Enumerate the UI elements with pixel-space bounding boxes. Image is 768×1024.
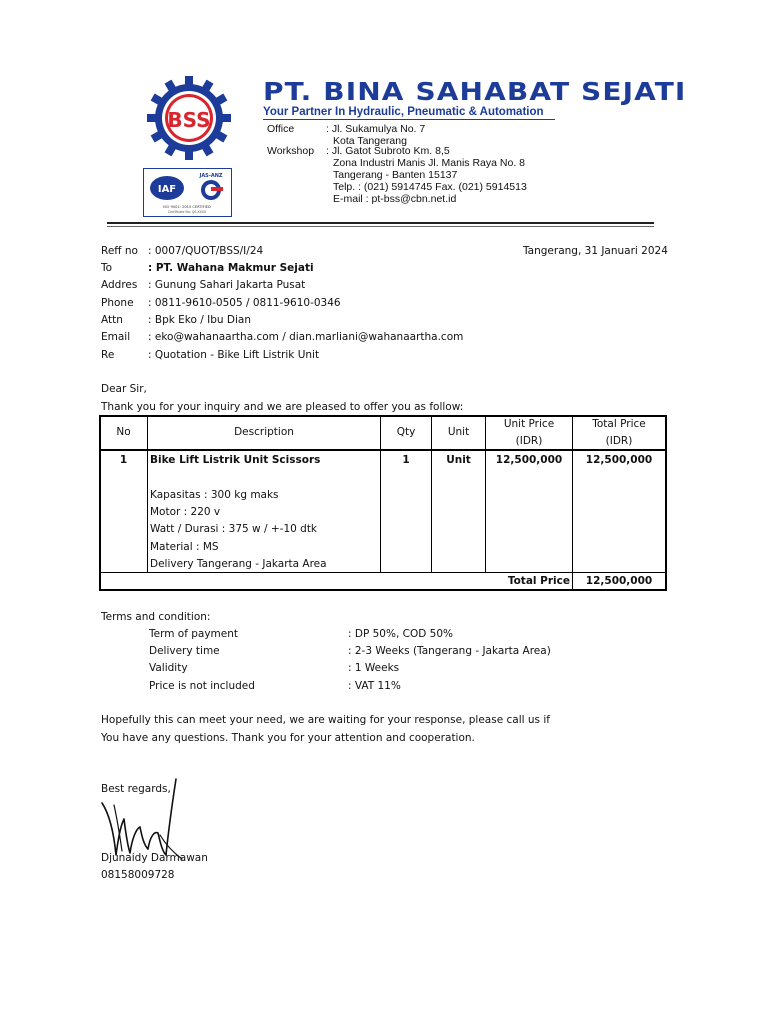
header-unit: Unit [447, 426, 470, 438]
email-label: Email [101, 331, 131, 343]
to-value: : PT. Wahana Makmur Sejati [148, 262, 314, 274]
table-total-rule [99, 572, 667, 573]
ref-label: Reff no [101, 245, 138, 257]
workshop-address-line1: : Jl. Gatot Subroto Km. 8,5 [326, 145, 450, 157]
terms-item-label: Delivery time [149, 645, 220, 657]
header-description: Description [234, 426, 294, 438]
header-total-price: Total Price [592, 418, 646, 430]
signer-name: Djunaidy Darmawan [101, 852, 208, 864]
header-divider [107, 222, 654, 224]
re-value: : Quotation - Bike Lift Listrik Unit [148, 349, 320, 361]
email-value: : eko@wahanaartha.com / dian.marliani@wahanaartha.com [148, 331, 464, 343]
greeting: Dear Sir, [101, 383, 147, 395]
terms-item-value: : 2-3 Weeks (Tangerang - Jakarta Area) [348, 645, 551, 657]
row-unit: Unit [446, 454, 471, 466]
header-no: No [116, 426, 131, 438]
company-tagline: Your Partner In Hydraulic, Pneumatic & Automation [263, 106, 544, 118]
terms-item-value: : DP 50%, COD 50% [348, 628, 453, 640]
workshop-label: Workshop [267, 145, 315, 157]
regards: Best regards, [101, 783, 171, 795]
ref-value: : 0007/QUOT/BSS/I/24 [148, 245, 264, 257]
certification-badge [143, 168, 232, 217]
attn-value: : Bpk Eko / Ibu Dian [148, 314, 251, 326]
terms-item-value: : 1 Weeks [348, 662, 400, 674]
office-label: Office [267, 123, 295, 135]
logo-text: BSS [167, 108, 211, 132]
total-label: Total Price [507, 575, 570, 587]
terms-item-value: : VAT 11% [348, 680, 401, 692]
row-qty: 1 [402, 454, 410, 466]
address-label: Addres [101, 279, 138, 291]
header-qty: Qty [396, 426, 416, 438]
phone-value: : 0811-9610-0505 / 0811-9610-0346 [148, 297, 341, 309]
office-address-line2: Kota Tangerang [333, 135, 407, 147]
row-unit-price: 12,500,000 [495, 454, 563, 466]
signer-phone: 08158009728 [101, 869, 175, 881]
tagline-underline [263, 119, 555, 120]
intro-line: Thank you for your inquiry and we are pleased to offer you as follow: [101, 401, 464, 413]
address-value: : Gunung Sahari Jakarta Pusat [148, 279, 306, 291]
cert-iaf-text: IAF [157, 184, 177, 195]
table-border-right [665, 415, 667, 591]
row-total-price: 12,500,000 [585, 454, 653, 466]
phone-label: Phone [101, 297, 134, 309]
company-email: E-mail : pt-bss@cbn.net.id [333, 193, 457, 205]
terms-item-label: Validity [149, 662, 188, 674]
row-spec: Kapasitas : 300 kg maks [150, 489, 279, 501]
company-name: PT. BINA SAHABAT SEJATI [263, 77, 687, 106]
company-logo [147, 76, 231, 160]
terms-heading: Terms and condition: [101, 611, 211, 623]
header-divider-thin [107, 226, 654, 227]
table-border-top [99, 415, 667, 417]
cert-line1: ISO 9001: 2015 CERTIFIED [163, 205, 211, 209]
table-border-bottom [99, 589, 667, 591]
office-address-line1: : Jl. Sukamulya No. 7 [326, 123, 426, 135]
closing-line1: Hopefully this can meet your need, we are waiting for your response, please call us if [101, 714, 550, 726]
table-header-rule [99, 449, 667, 451]
row-title: Bike Lift Listrik Unit Scissors [150, 454, 321, 466]
company-phone-fax: Telp. : (021) 5914745 Fax. (021) 5914513 [333, 181, 527, 193]
header-unit-price-currency: (IDR) [515, 435, 543, 447]
place-date: Tangerang, 31 Januari 2024 [523, 245, 668, 257]
re-label: Re [101, 349, 115, 361]
row-spec: Delivery Tangerang - Jakarta Area [150, 558, 327, 570]
row-no: 1 [119, 454, 128, 466]
table-border-left [99, 415, 101, 591]
workshop-address-line3: Tangerang - Banten 15137 [333, 169, 458, 181]
closing-line2: You have any questions. Thank you for your attention and cooperation. [101, 732, 475, 744]
row-spec: Watt / Durasi : 375 w / +-10 dtk [150, 523, 318, 535]
workshop-address-line2: Zona Industri Manis Jl. Manis Raya No. 8 [333, 157, 525, 169]
cert-line2: Certificate No: QS-XXXX [167, 210, 207, 214]
attn-label: Attn [101, 314, 123, 326]
header-total-price-currency: (IDR) [605, 435, 633, 447]
header-unit-price: Unit Price [503, 418, 555, 430]
to-label: To [101, 262, 113, 274]
cert-jas-text: JAS-ANZ [199, 173, 223, 179]
row-spec: Material : MS [150, 541, 219, 553]
row-spec: Motor : 220 v [150, 506, 221, 518]
terms-item-label: Term of payment [149, 628, 239, 640]
terms-item-label: Price is not included [149, 680, 255, 692]
total-value: 12,500,000 [585, 575, 653, 587]
